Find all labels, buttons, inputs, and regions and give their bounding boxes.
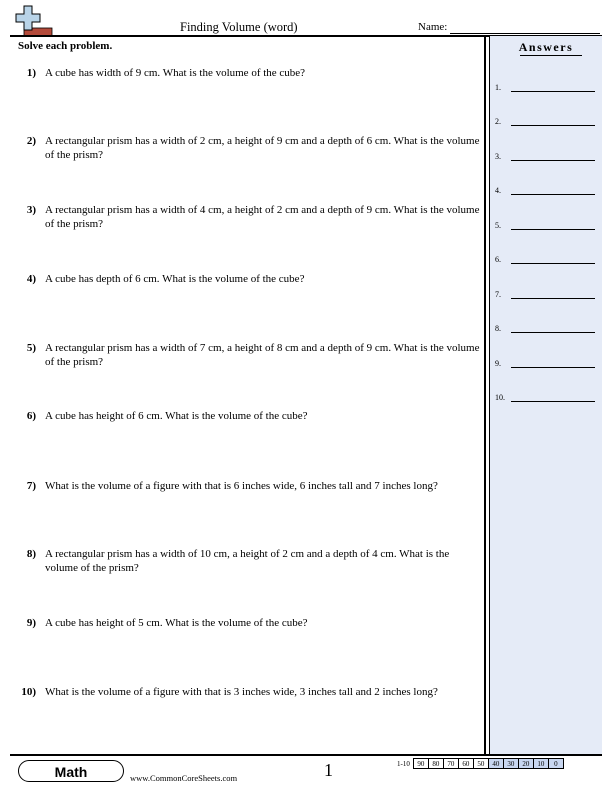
problem-text: A cube has height of 5 cm. What is the volume of the cube?	[45, 617, 308, 629]
problem-number: 4)	[26, 273, 36, 285]
score-range: 1-10	[397, 759, 410, 768]
score-cell: 0	[548, 759, 563, 769]
answer-line[interactable]	[511, 367, 595, 368]
score-cell: 30	[503, 759, 518, 769]
answer-slot[interactable]	[495, 149, 599, 163]
problem-text: What is the volume of a figure with that is 6 inches wide, 6 inches tall and 7 inches long?	[45, 480, 438, 492]
score-cell: 90	[413, 759, 428, 769]
answer-line[interactable]	[511, 91, 595, 92]
column-divider	[484, 36, 486, 754]
answer-slot[interactable]	[495, 287, 599, 301]
plus-logo-icon	[12, 4, 58, 38]
answer-line[interactable]	[511, 194, 595, 195]
answer-slot[interactable]	[495, 252, 599, 266]
answer-slot[interactable]	[495, 114, 599, 128]
problem-text: What is the volume of a figure with that is 3 inches wide, 3 inches tall and 2 inches long?	[45, 686, 438, 698]
answer-line[interactable]	[511, 401, 595, 402]
column-divider	[489, 36, 490, 754]
answer-slot[interactable]	[495, 80, 599, 94]
answer-label: 6.	[495, 255, 501, 264]
problem-text: A cube has width of 9 cm. What is the volume of the cube?	[45, 67, 306, 79]
answer-line[interactable]	[511, 125, 595, 126]
problem-text: A rectangular prism has a width of 4 cm, a height of 2 cm and a depth of 9 cm. What is the volume of the prism?	[45, 204, 480, 230]
problem-text: A cube has height of 6 cm. What is the volume of the cube?	[45, 410, 308, 422]
problem-number: 8)	[26, 548, 36, 560]
answer-label: 4.	[495, 186, 501, 195]
problem-number: 3)	[26, 204, 36, 216]
answer-label: 2.	[495, 117, 501, 126]
answer-slot[interactable]	[495, 390, 599, 404]
page-title: Finding Volume (word)	[180, 20, 298, 34]
answer-label: 3.	[495, 152, 501, 161]
answer-slot[interactable]	[495, 183, 599, 197]
answer-label: 8.	[495, 324, 501, 333]
score-cell: 80	[428, 759, 443, 769]
answer-slot[interactable]	[495, 321, 599, 335]
problem-text: A cube has depth of 6 cm. What is the volume of the cube?	[45, 273, 305, 285]
answer-line[interactable]	[511, 160, 595, 161]
answers-heading-underline	[520, 55, 582, 56]
problem-number: 2)	[26, 135, 36, 147]
problem-number: 10)	[21, 686, 36, 698]
answer-line[interactable]	[511, 332, 595, 333]
page-number: 1	[324, 760, 333, 780]
problem-number: 1)	[26, 67, 36, 79]
problem-text: A rectangular prism has a width of 10 cm, a height of 2 cm and a depth of 4 cm. What is the volume of the prism?	[45, 548, 450, 574]
problem-text: A rectangular prism has a width of 7 cm, a height of 8 cm and a depth of 9 cm. What is the volume of the prism?	[45, 342, 480, 368]
score-cell: 40	[488, 759, 503, 769]
answer-label: 7.	[495, 290, 501, 299]
problem-number: 6)	[26, 410, 36, 422]
answer-line[interactable]	[511, 229, 595, 230]
problem-text: A rectangular prism has a width of 2 cm, a height of 9 cm and a depth of 6 cm. What is the volume of the prism?	[45, 135, 480, 161]
site-link[interactable]: www.CommonCoreSheets.com	[130, 773, 238, 783]
footer-divider	[10, 754, 602, 756]
score-cell: 60	[458, 759, 473, 769]
score-cell: 50	[473, 759, 488, 769]
instructions: Solve each problem.	[18, 40, 113, 52]
name-label: Name:	[418, 21, 448, 33]
answer-slot[interactable]	[495, 218, 599, 232]
answer-label: 9.	[495, 359, 501, 368]
problem-number: 9)	[26, 617, 36, 629]
name-field-line[interactable]	[450, 33, 600, 34]
answer-label: 10.	[495, 393, 505, 402]
score-cell: 10	[533, 759, 548, 769]
problem-number: 5)	[26, 342, 36, 354]
answer-line[interactable]	[511, 263, 595, 264]
score-cell: 20	[518, 759, 533, 769]
score-cell: 70	[443, 759, 458, 769]
answer-slot[interactable]	[495, 356, 599, 370]
problem-number: 7)	[26, 480, 36, 492]
answers-heading: Answers	[518, 40, 574, 54]
answer-label: 1.	[495, 83, 501, 92]
answer-line[interactable]	[511, 298, 595, 299]
score-table	[397, 758, 564, 769]
answer-label: 5.	[495, 221, 501, 230]
subject-badge: Math	[18, 760, 124, 782]
